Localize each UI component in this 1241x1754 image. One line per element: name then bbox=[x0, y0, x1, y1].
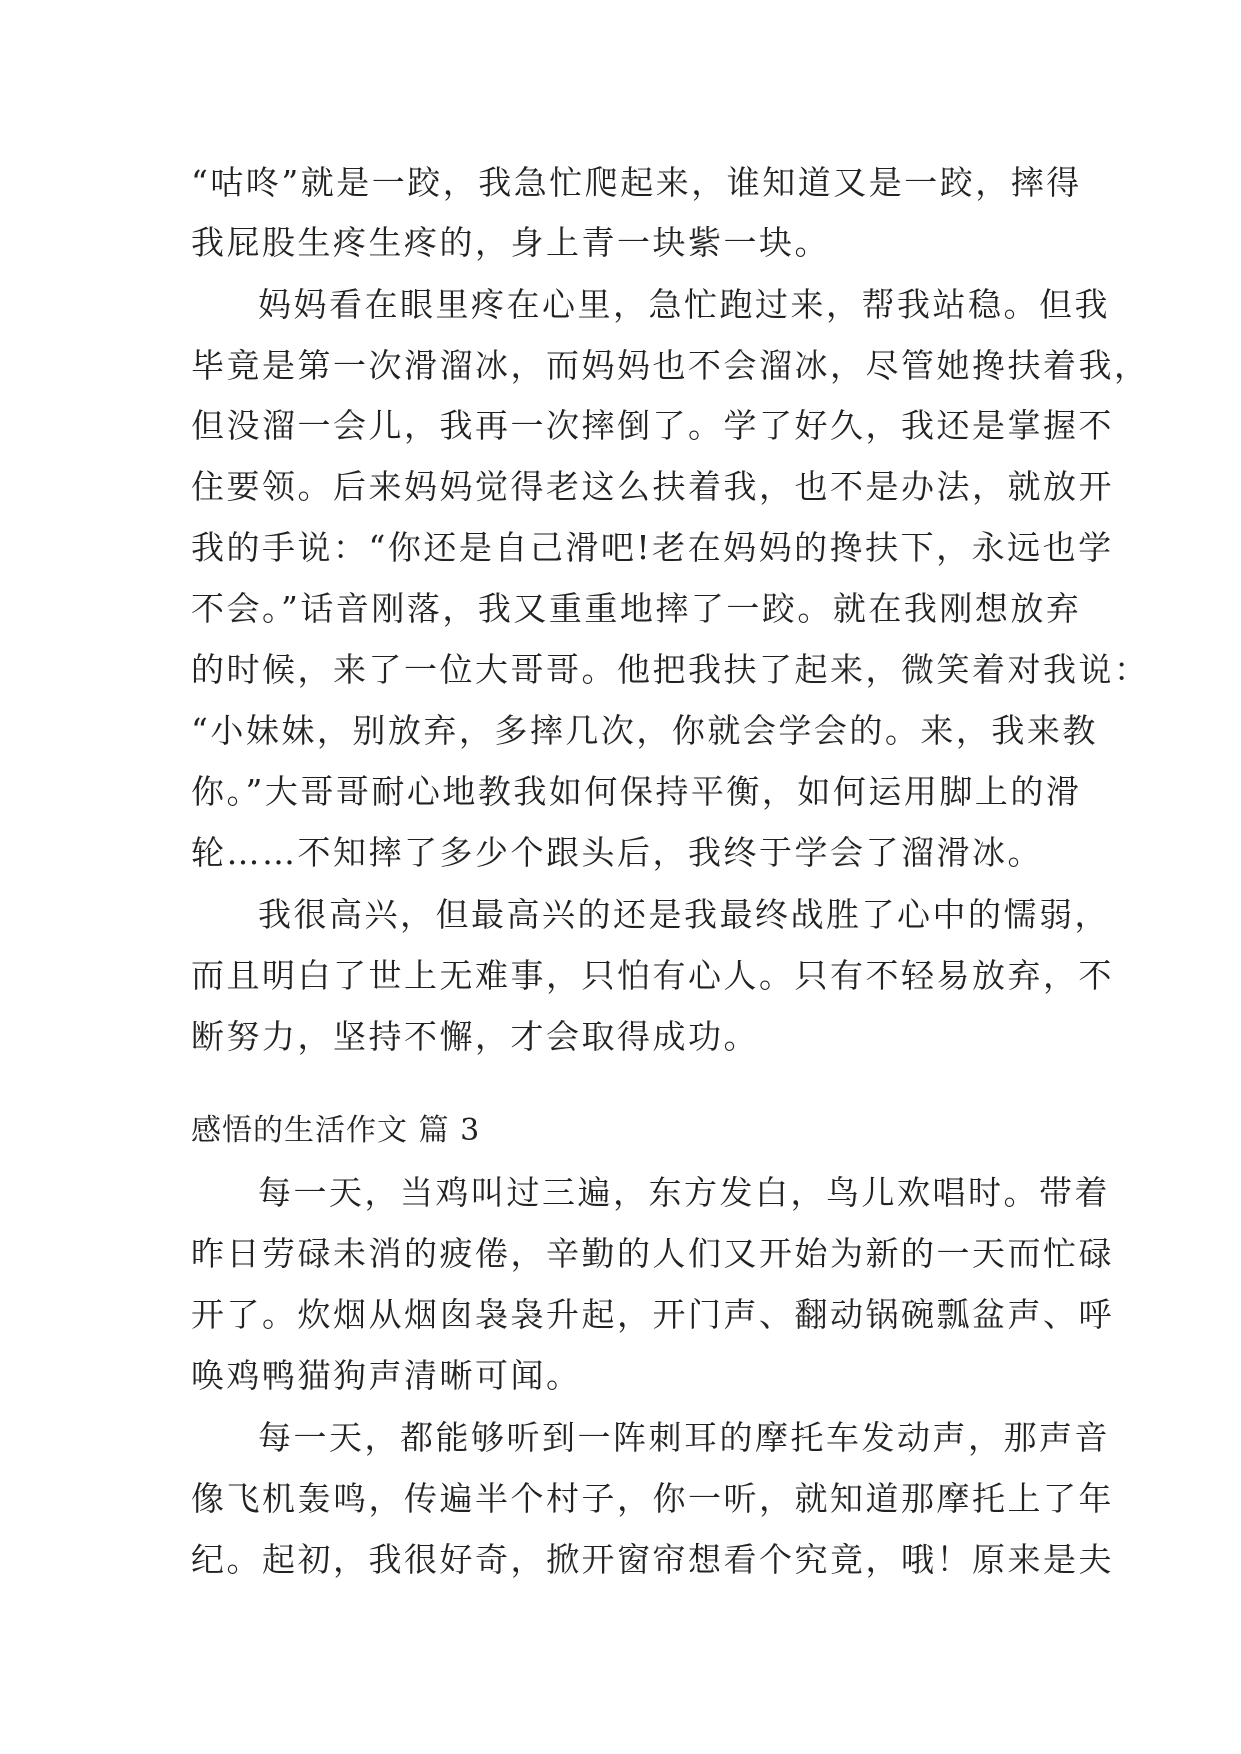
paragraph-line: 每一天，都能够听到一阵刺耳的摩托车发动声，那声音 bbox=[258, 1418, 1110, 1457]
paragraph-line: 我屁股生疼生疼的，身上青一块紫一块。 bbox=[191, 223, 830, 262]
paragraph-line: 我的手说：“你还是自己滑吧!老在妈妈的搀扶下，永远也学 bbox=[191, 528, 1114, 567]
paragraph-line: 轮……不知摔了多少个跟头后，我终于学会了溜滑冰。 bbox=[191, 833, 1043, 872]
paragraph-line: 的时候，来了一位大哥哥。他把我扶了起来，微笑着对我说： bbox=[191, 650, 1150, 689]
paragraph-line: 昨日劳碌未消的疲倦，辛勤的人们又开始为新的一天而忙碌 bbox=[191, 1234, 1114, 1273]
paragraph-line: 毕竟是第一次滑溜冰，而妈妈也不会溜冰，尽管她搀扶着我， bbox=[191, 346, 1150, 385]
paragraph-line: 每一天，当鸡叫过三遍，东方发白，鸟儿欢唱时。带着 bbox=[258, 1173, 1110, 1212]
paragraph-line: “咕咚”就是一跤，我急忙爬起来，谁知道又是一跤，摔得 bbox=[191, 163, 1082, 202]
paragraph-line: 像飞机轰鸣，传遍半个村子，你一听，就知道那摩托上了年 bbox=[191, 1479, 1114, 1518]
paragraph-line: 住要领。后来妈妈觉得老这么扶着我，也不是办法，就放开 bbox=[191, 467, 1114, 506]
paragraph-line: 你。”大哥哥耐心地教我如何保持平衡，如何运用脚上的滑 bbox=[191, 772, 1082, 811]
paragraph-line: 妈妈看在眼里疼在心里，急忙跑过来，帮我站稳。但我 bbox=[258, 285, 1110, 324]
paragraph-line: 不会。”话音刚落，我又重重地摔了一跤。就在我刚想放弃 bbox=[191, 589, 1082, 628]
paragraph-line: 而且明白了世上无难事，只怕有心人。只有不轻易放弃，不 bbox=[191, 956, 1114, 995]
paragraph-line: 纪。起初，我很好奇，掀开窗帘想看个究竟，哦！原来是夫 bbox=[191, 1540, 1114, 1579]
paragraph-line: 唤鸡鸭猫狗声清晰可闻。 bbox=[191, 1356, 582, 1395]
section-heading: 感悟的生活作文 篇 3 bbox=[191, 1113, 481, 1148]
paragraph-line: “小妹妹，别放弃，多摔几次，你就会学会的。来，我来教 bbox=[191, 711, 1098, 750]
paragraph-line: 开了。炊烟从烟囱袅袅升起，开门声、翻动锅碗瓢盆声、呼 bbox=[191, 1295, 1114, 1334]
paragraph-line: 但没溜一会儿，我再一次摔倒了。学了好久，我还是掌握不 bbox=[191, 406, 1114, 445]
paragraph-line: 我很高兴，但最高兴的还是我最终战胜了心中的懦弱， bbox=[258, 895, 1110, 934]
paragraph-line: 断努力，坚持不懈，才会取得成功。 bbox=[191, 1017, 759, 1056]
